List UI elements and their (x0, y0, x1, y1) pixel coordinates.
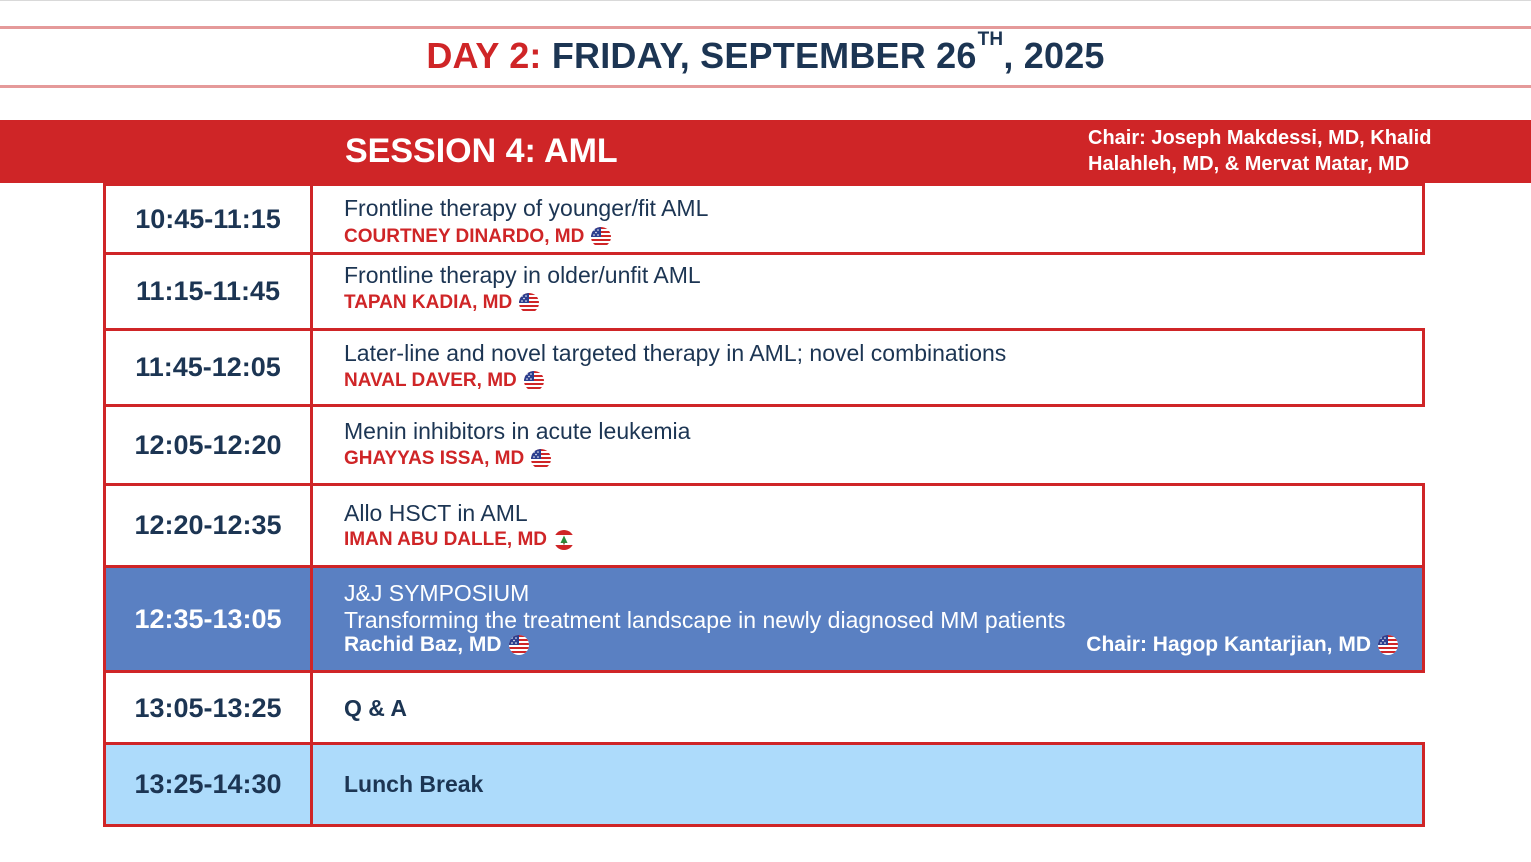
speaker-text: NAVAL DAVER, MD (344, 370, 517, 391)
header-rule-top (0, 26, 1531, 29)
schedule-row (103, 255, 1425, 328)
schedule-row (103, 183, 1425, 255)
lebanon-flag-icon (554, 530, 574, 550)
symposium-label: J&J SYMPOSIUM (344, 580, 530, 606)
lunch-label: Lunch Break (344, 771, 484, 797)
speaker-text: GHAYYAS ISSA, MD (344, 448, 525, 469)
us-flag-icon (524, 371, 544, 391)
date-ordinal: TH (977, 29, 1004, 50)
top-divider (0, 0, 1531, 1)
schedule-row (103, 328, 1425, 407)
row-time: 13:05-13:25 (106, 673, 313, 743)
row-time: 12:35-13:05 (106, 568, 313, 670)
symposium-row (103, 565, 1425, 673)
session-chair: Chair: Joseph Makdessi, MD, Khalid Halahleh, MD, & Mervat Matar, MD (1088, 127, 1432, 175)
row-time: 10:45-11:15 (106, 186, 313, 252)
symposium-title: Transforming the treatment landscape in newly diagnosed MM patients (344, 607, 1066, 633)
row-time: 11:15-11:45 (106, 255, 313, 328)
day-label: DAY 2: (426, 35, 542, 76)
talk-title: Allo HSCT in AML (344, 500, 528, 526)
row-time: 12:05-12:20 (106, 407, 313, 483)
schedule-row (103, 407, 1425, 483)
date-text: FRIDAY, SEPTEMBER 26 (551, 35, 977, 76)
speaker-text: TAPAN KADIA, MD (344, 292, 513, 313)
us-flag-icon (531, 449, 551, 469)
talk-title: Frontline therapy of younger/fit AML (344, 195, 709, 221)
session-title: SESSION 4: AML (345, 132, 618, 170)
talk-title: Later-line and novel targeted therapy in AML; novel combinations (344, 340, 1007, 366)
speaker-name (344, 448, 551, 470)
date-year: , 2025 (1003, 35, 1105, 76)
talk-title: Menin inhibitors in acute leukemia (344, 418, 691, 444)
us-flag-icon (519, 293, 539, 313)
speaker-name (344, 226, 611, 248)
speaker-name (344, 370, 544, 392)
speaker-name (344, 529, 574, 551)
symposium-chair (1086, 633, 1398, 657)
speaker-text: Rachid Baz, MD (344, 633, 502, 656)
lunch-row (103, 742, 1425, 827)
speaker-name (344, 292, 539, 314)
row-time: 11:45-12:05 (106, 331, 313, 404)
talk-title: Frontline therapy in older/unfit AML (344, 262, 701, 288)
row-time: 13:25-14:30 (106, 745, 313, 824)
chair-text: Chair: Hagop Kantarjian, MD (1086, 633, 1371, 656)
symposium-speaker (344, 633, 529, 657)
session-banner (0, 120, 1531, 183)
us-flag-icon (591, 227, 611, 247)
us-flag-icon (509, 635, 529, 655)
row-time: 12:20-12:35 (106, 486, 313, 565)
day-heading (0, 29, 1531, 77)
qa-label: Q & A (344, 694, 408, 721)
schedule-row (103, 483, 1425, 568)
speaker-text: IMAN ABU DALLE, MD (344, 529, 547, 550)
us-flag-icon (1378, 635, 1398, 655)
speaker-text: COURTNEY DINARDO, MD (344, 226, 585, 247)
qa-row (103, 673, 1425, 743)
header-rule-bottom (0, 85, 1531, 88)
